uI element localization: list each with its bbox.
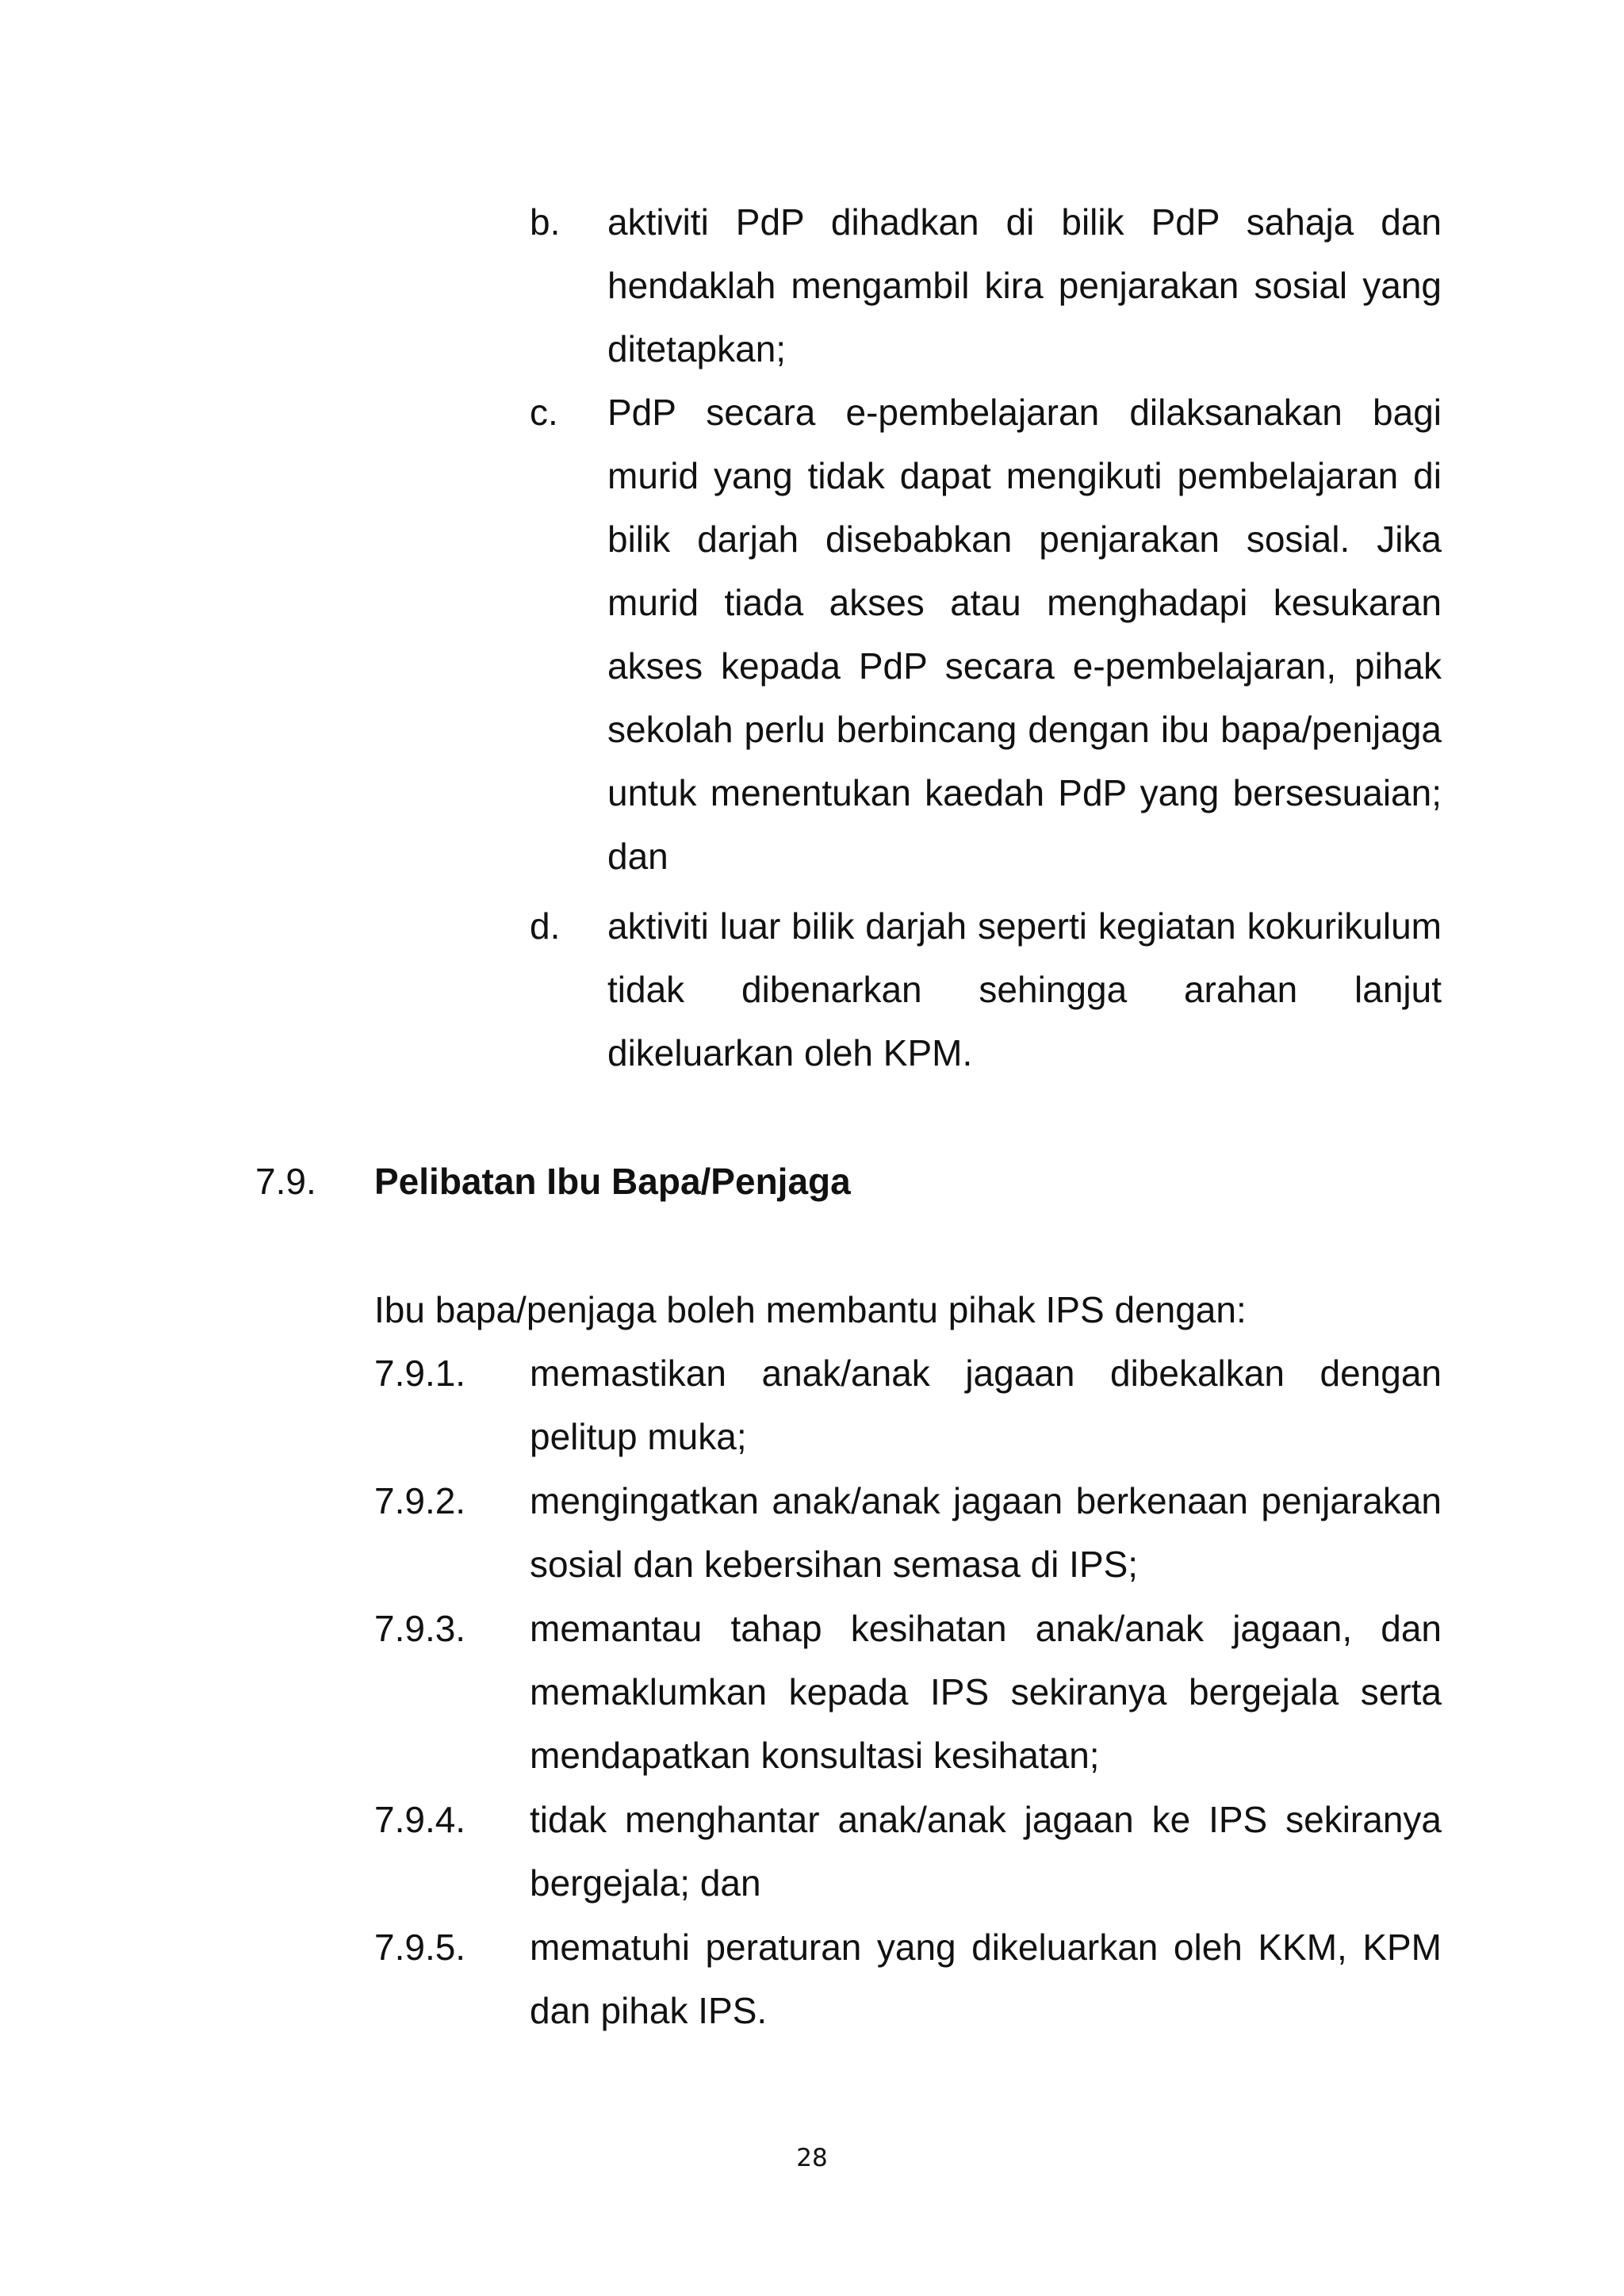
item-text-2: mengingatkan anak/anak jagaan berkenaan penjarakan sosial dan kebersihan semasa di IPS; — [530, 1480, 1442, 1585]
section-number: 7.9. — [255, 1161, 316, 1202]
list-marker-b: b. — [530, 201, 561, 243]
list-item-b: aktiviti PdP dihadkan di bilik PdP sahaja dan hendaklah mengambil kira penjarakan sosial yang ditetapkan; — [607, 201, 1442, 369]
item-text-5: mematuhi peraturan yang dikeluarkan oleh KKM, KPM dan pihak IPS. — [530, 1927, 1442, 2031]
page-number: 28 — [796, 2144, 828, 2172]
section-intro: Ibu bapa/penjaga boleh membantu pihak IPS dengan: — [374, 1289, 1247, 1330]
list-marker-c: c. — [530, 392, 558, 433]
list-item-c: PdP secara e-pembelajaran dilaksanakan bagi murid yang tidak dapat mengikuti pembelajaran di bilik darjah disebabkan penjarakan sosial. Jika murid tiada akses atau menghadapi kesukaran akses kepada PdP secara e-pembelajaran, pihak sekolah perlu berbincang dengan ibu bapa/penjaga untuk menentukan kaedah PdP yang bersesuaian; dan — [607, 392, 1442, 877]
item-text-4: tidak menghantar anak/anak jagaan ke IPS sekiranya bergejala; dan — [530, 1799, 1442, 1904]
item-number-1: 7.9.1. — [374, 1353, 466, 1394]
item-text-3: memantau tahap kesihatan anak/anak jagaan, dan memaklumkan kepada IPS sekiranya bergejala serta mendapatkan konsultasi kesihatan; — [530, 1608, 1442, 1776]
item-number-5: 7.9.5. — [374, 1927, 466, 1968]
list-marker-d: d. — [530, 905, 561, 947]
section-title: Pelibatan Ibu Bapa/Penjaga — [374, 1161, 851, 1202]
item-number-4: 7.9.4. — [374, 1799, 466, 1840]
list-item-d: aktiviti luar bilik darjah seperti kegiatan kokurikulum tidak dibenarkan sehingga arahan lanjut dikeluarkan oleh KPM. — [607, 905, 1442, 1073]
item-text-1: memastikan anak/anak jagaan dibekalkan dengan pelitup muka; — [530, 1353, 1442, 1457]
item-number-2: 7.9.2. — [374, 1480, 466, 1521]
item-number-3: 7.9.3. — [374, 1608, 466, 1649]
